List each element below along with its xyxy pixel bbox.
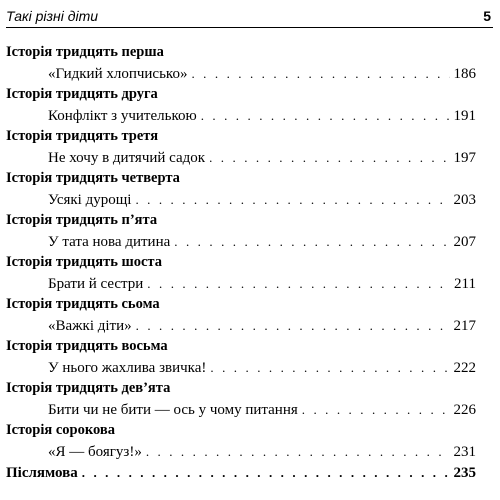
dot-leader xyxy=(82,465,450,481)
afterword-page: 235 xyxy=(453,465,476,481)
toc-entry xyxy=(48,66,476,84)
toc-entry xyxy=(48,234,476,252)
story-title: «Гидкий хлопчисько» xyxy=(48,66,188,82)
story-title: Конфлікт з учителькою xyxy=(48,108,197,124)
story-heading: Історія тридцять четверта xyxy=(6,170,180,186)
book-title: Такі різні діти xyxy=(6,8,99,24)
toc-entry xyxy=(48,318,476,336)
story-heading: Історія тридцять друга xyxy=(6,86,158,102)
toc-entry xyxy=(48,150,476,168)
dot-leader xyxy=(201,108,450,124)
toc-entry xyxy=(48,108,476,126)
story-page: 211 xyxy=(454,276,476,292)
story-heading: Історія тридцять восьма xyxy=(6,338,168,354)
story-title: Усякі дурощі xyxy=(48,192,132,208)
story-title: «Важкі діти» xyxy=(48,318,132,334)
dot-leader xyxy=(210,360,449,376)
story-title: Не хочу в дитячий садок xyxy=(48,150,206,166)
story-heading: Історія тридцять п’ята xyxy=(6,212,158,228)
story-heading: Історія тридцять третя xyxy=(6,128,159,144)
story-title: Брати й сестри xyxy=(48,276,144,292)
dot-leader xyxy=(135,192,449,208)
toc-entry xyxy=(48,444,476,462)
afterword-title: Післямова xyxy=(6,465,78,481)
story-title: У тата нова дитина xyxy=(48,234,171,250)
story-heading: Історія тридцять дев’ята xyxy=(6,380,171,396)
story-page: 207 xyxy=(453,234,476,250)
toc-entry xyxy=(48,360,476,378)
story-page: 217 xyxy=(453,318,476,334)
dot-leader xyxy=(147,276,450,292)
toc-entry xyxy=(48,402,476,420)
story-page: 197 xyxy=(453,150,476,166)
dot-leader xyxy=(136,318,450,334)
story-page: 203 xyxy=(453,192,476,208)
story-heading: Історія тридцять сьома xyxy=(6,296,160,312)
dot-leader xyxy=(191,66,449,82)
dot-leader xyxy=(209,150,449,166)
story-title: «Я — боягуз!» xyxy=(48,444,142,460)
story-title: У нього жахлива звичка! xyxy=(48,360,207,376)
story-page: 231 xyxy=(453,444,476,460)
story-heading: Історія тридцять шоста xyxy=(6,254,162,270)
story-page: 222 xyxy=(453,360,476,376)
toc-entry xyxy=(48,192,476,210)
dot-leader xyxy=(174,234,449,250)
afterword-entry xyxy=(6,465,476,483)
running-head xyxy=(6,5,493,28)
story-title: Бити чи не бити — ось у чому питання xyxy=(48,402,298,418)
dot-leader xyxy=(146,444,450,460)
story-page: 226 xyxy=(453,402,476,418)
story-heading: Історія сорокова xyxy=(6,422,115,438)
dot-leader xyxy=(302,402,450,418)
story-page: 191 xyxy=(453,108,476,124)
story-heading: Історія тридцять перша xyxy=(6,44,164,60)
page-number: 5 xyxy=(483,8,491,24)
toc-entry xyxy=(48,276,476,294)
story-page: 186 xyxy=(453,66,476,82)
